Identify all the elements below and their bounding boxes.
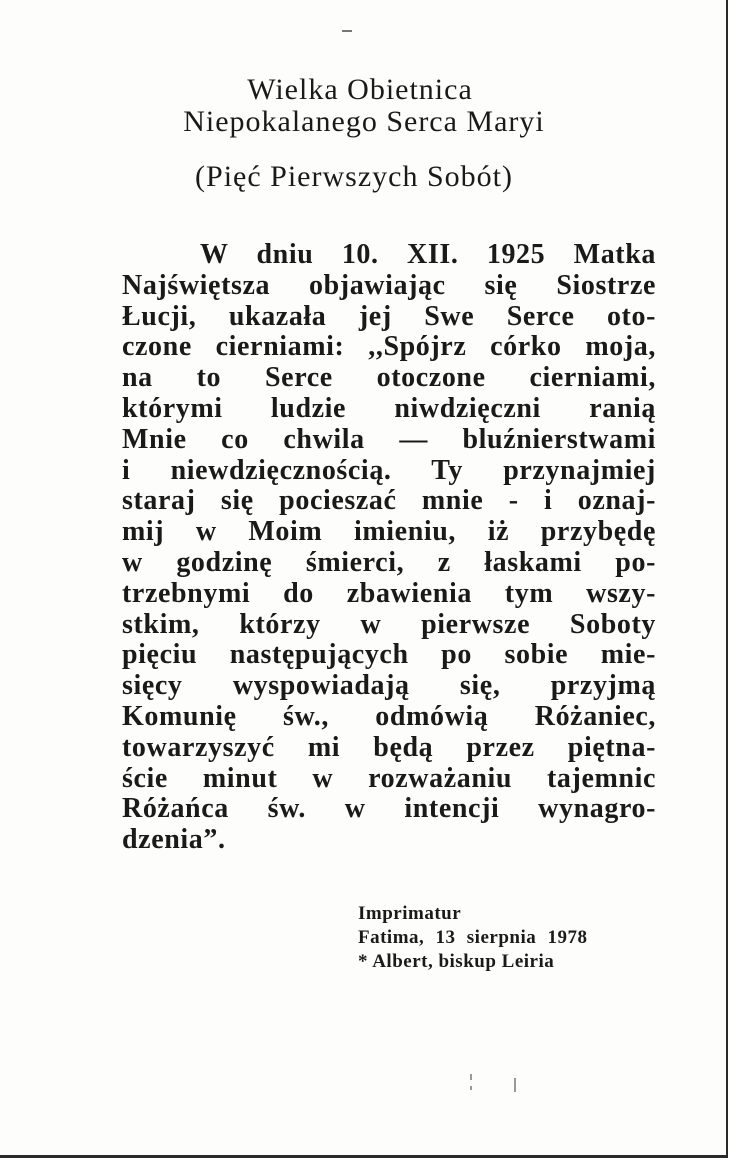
imprimatur-label: Imprimatur <box>358 903 462 924</box>
subtitle: (Pięć Pierwszych Sobót) <box>195 160 513 193</box>
text-line: Różańca św. w intencji wynagro- <box>122 793 656 825</box>
text-line: mij w Moim imieniu, iż przybędę <box>122 516 656 548</box>
text-line: Najświętsza objawiając się Siostrze <box>122 269 656 301</box>
text-line: którymi ludzie niwdzięczni ranią <box>122 392 656 424</box>
text-line: sięcy wyspowiadają się, przyjmą <box>122 670 656 702</box>
text-line: Mnie co chwila — bluźnierstwami <box>122 423 656 455</box>
text-line: staraj się pocieszać mnie - i oznaj- <box>122 485 656 517</box>
text-line: pięciu następujących po sobie mie- <box>122 639 656 671</box>
text-line: dzenia”. <box>122 824 226 856</box>
text-line: na to Serce otoczone cierniami, <box>122 362 656 394</box>
bottom-mark <box>470 1074 472 1080</box>
imprimatur-place-date: Fatima, 13 sierpnia 1978 <box>358 927 588 948</box>
text-line: w godzinę śmierci, z łaskami po- <box>122 546 656 578</box>
text-line: stkim, którzy w pierwsze Soboty <box>122 608 656 640</box>
bottom-mark <box>470 1086 472 1090</box>
text-line: trzebnymi do zbawienia tym wszy- <box>122 577 656 609</box>
text-line: ście minut w rozważaniu tajemnic <box>122 762 656 794</box>
text-line: Komunię św., odmówią Różaniec, <box>122 700 656 732</box>
text-line: i niewdzięcznością. Ty przynajmiej <box>122 454 656 486</box>
title-line-1: Wielka Obietnica <box>247 73 473 106</box>
text-line: towarzyszyć mi będą przez piętna- <box>122 731 656 763</box>
bottom-mark <box>514 1078 516 1092</box>
top-mark <box>342 30 352 32</box>
text-line: czone cierniami: ,,Spójrz córko moja, <box>122 331 656 363</box>
title-line-2: Niepokalanego Serca Maryi <box>183 105 545 138</box>
imprimatur-block <box>358 902 588 974</box>
imprimatur-signature: * Albert, biskup Leiria <box>358 951 555 972</box>
text-line: W dniu 10. XII. 1925 Matka <box>200 239 656 270</box>
text-line: Łucji, ukazała jej Swe Serce oto- <box>122 300 656 332</box>
promise-text <box>122 240 656 856</box>
